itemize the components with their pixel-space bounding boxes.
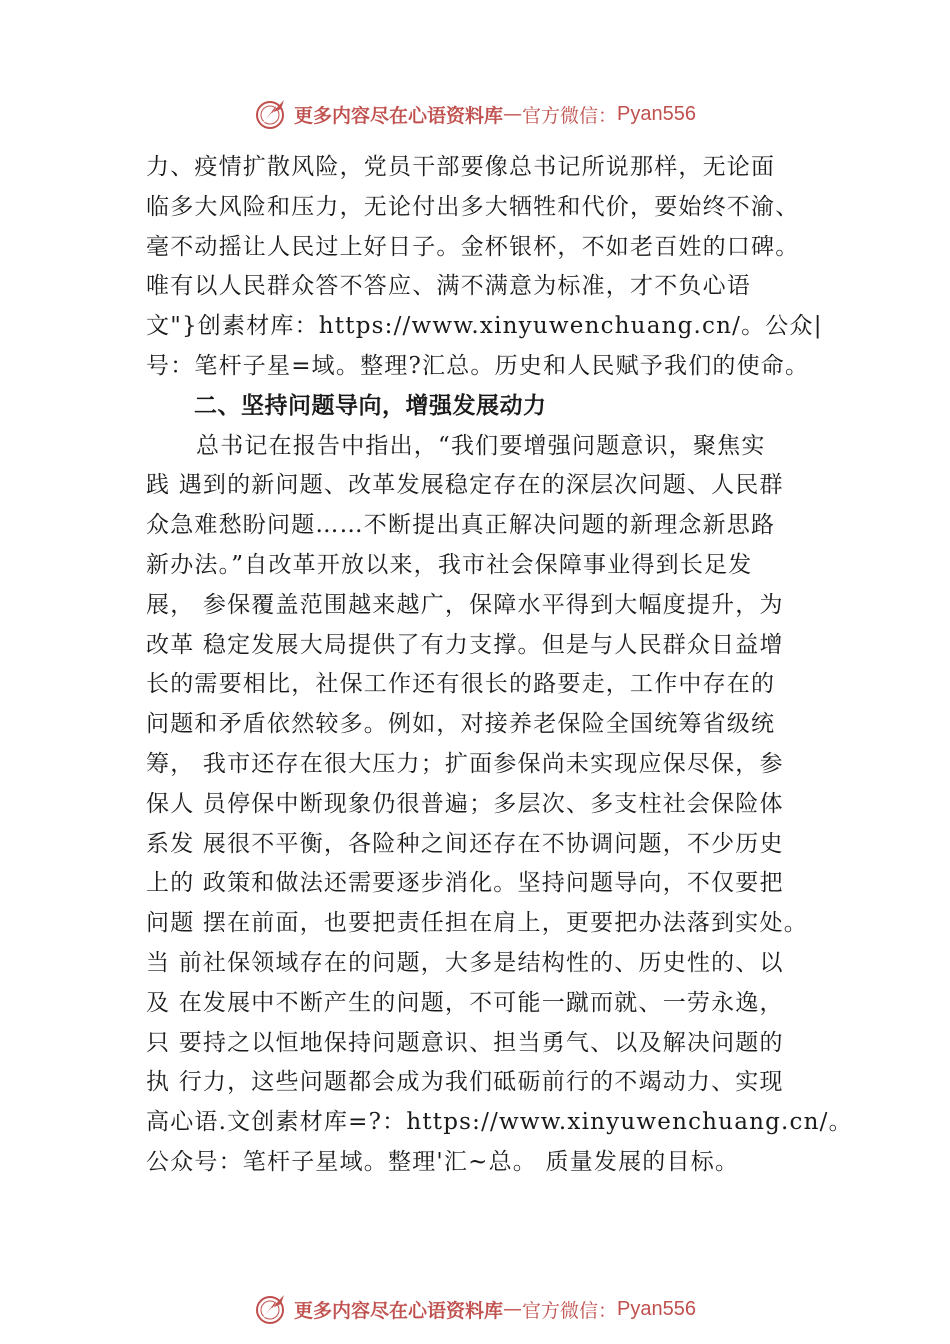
body-line: 公众号：笔杆子星域。整理'汇~总。 质量发展的目标。 — [146, 1148, 740, 1175]
body-line: 高心语.文创素材库=?：https://www.xinyuwenchuang.cn/。 — [146, 1109, 853, 1136]
body-line: 唯有以人民群众答不答应、满不满意为标准，才不负心语 — [146, 273, 751, 300]
body-line: 改革 稳定发展大局提供了有力支撑。但是与人民群众日益增 — [146, 631, 784, 658]
body-line: 及 在发展中不断产生的问题，不可能一蹴而就、一劳永逸， — [146, 989, 784, 1016]
body-line: 长的需要相比，社保工作还有很长的路要走，工作中存在的 — [146, 671, 776, 698]
body-line: 系发 展很不平衡，各险种之间还存在不协调问题，不少历史 — [146, 830, 784, 857]
body-line: 力、疫情扩散风险，党员干部要像总书记所说那样，无论面 — [146, 154, 776, 180]
section-heading: 二、坚持问题导向，增强发展动力 — [194, 392, 547, 419]
body-line: 新办法。”自改革开放以来，我市社会保障事业得到长足发 — [146, 551, 753, 578]
body-line: 文"}创素材库：https://www.xinyuwenchuang.cn/。公众| — [146, 313, 823, 340]
body-line: 问题和矛盾依然较多。例如，对接养老保险全国统筹省级统 — [146, 711, 776, 738]
quill-logo-icon — [254, 1291, 290, 1327]
body-line: 展， 参保覆盖范围越来越广，保障水平得到大幅度提升，为 — [146, 591, 784, 618]
banner-main-text: 更多内容尽在心语资料库 — [294, 104, 504, 127]
body-line: 践 遇到的新问题、改革发展稳定存在的深层次问题、人民群 — [146, 472, 784, 499]
body-line: 毫不动摇让人民过上好日子。金杯银杯，不如老百姓的口碑。 — [146, 233, 800, 260]
banner-wechat-id: Pyan556 — [617, 1297, 696, 1320]
banner-wechat-id: Pyan556 — [617, 102, 696, 125]
body-line: 号：笔杆子星=域。整理?汇总。历史和人民赋予我们的使命。 — [146, 352, 810, 379]
body-line: 只 要持之以恒地保持问题意识、担当勇气、以及解决问题的 — [146, 1029, 784, 1056]
body-line: 临多大风险和压力，无论付出多大牺牲和代价，要始终不渝、 — [146, 193, 800, 220]
body-line: 总书记在报告中指出，“我们要增强问题意识，聚焦实 — [196, 432, 766, 459]
document-body — [146, 148, 853, 1183]
banner-dash: — — [503, 103, 523, 125]
quill-logo-icon — [254, 96, 290, 132]
body-line: 执 行力，这些问题都会成为我们砥砺前行的不竭动力、实现 — [146, 1069, 784, 1096]
banner-wechat-label: 官方微信： — [522, 104, 618, 127]
body-line: 筹， 我市还存在很大压力；扩面参保尚未实现应保尽保，参 — [146, 750, 784, 777]
footer-banner — [0, 1289, 950, 1329]
banner-wechat-label: 官方微信： — [522, 1299, 618, 1322]
body-line: 保人 员停保中断现象仍很普遍；多层次、多支柱社会保险体 — [146, 790, 784, 817]
body-line: 众急难愁盼问题……不断提出真正解决问题的新理念新思路 — [146, 512, 776, 539]
banner-dash: — — [503, 1298, 523, 1320]
banner-main-text: 更多内容尽在心语资料库 — [294, 1299, 504, 1322]
header-banner — [0, 94, 950, 134]
body-line: 当 前社保领域存在的问题，大多是结构性的、历史性的、以 — [146, 949, 784, 976]
body-line: 问题 摆在前面，也要把责任担在肩上，更要把办法落到实处。 — [146, 910, 808, 937]
body-line: 上的 政策和做法还需要逐步消化。坚持问题导向，不仅要把 — [146, 870, 784, 897]
